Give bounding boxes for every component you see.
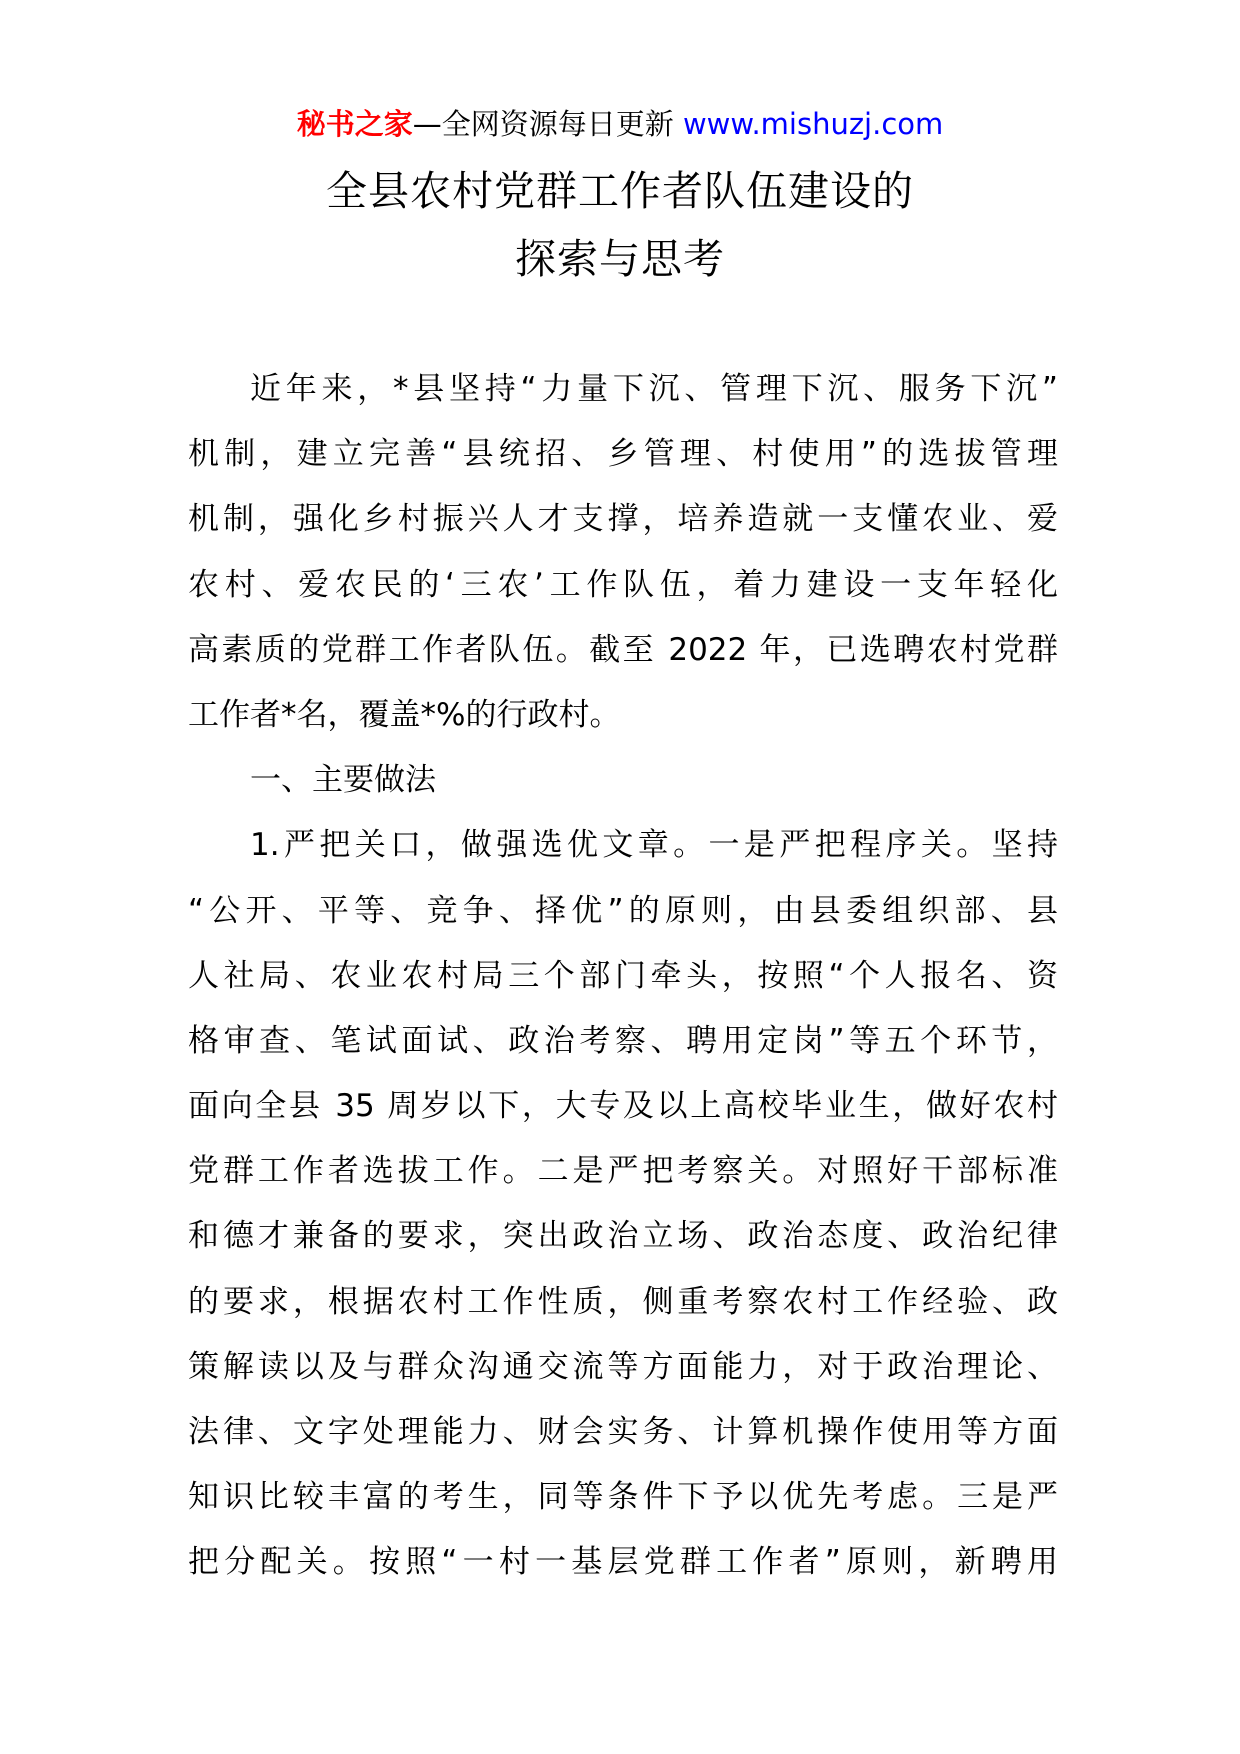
paragraph-method-line: 人社局、农业农村局三个部门牵头，按照“个人报名、资 bbox=[188, 957, 1058, 994]
paragraph-method-line: 党群工作者选拔工作。二是严把考察关。对照好干部标准 bbox=[188, 1153, 1058, 1190]
paragraph-method-line: 和德才兼备的要求，突出政治立场、政治态度、政治纪律 bbox=[188, 1218, 1058, 1255]
paragraph-method-line: 格审查、笔试面试、政治考察、聘用定岗”等五个环节， bbox=[188, 1022, 1058, 1059]
document-body bbox=[188, 357, 1058, 1596]
paragraph-intro-line: 近年来，*县坚持“力量下沉、管理下沉、服务下沉” bbox=[250, 371, 1058, 407]
site-url-link[interactable]: www.mishuzj.com bbox=[682, 107, 944, 141]
paragraph-method-line: 的要求，根据农村工作性质，侧重考察农村工作经验、政 bbox=[188, 1283, 1058, 1320]
paragraph-method-line: 面向全县 35 周岁以下，大专及以上高校毕业生，做好农村 bbox=[188, 1088, 1058, 1125]
site-brand: 秘书之家 bbox=[296, 107, 413, 141]
document-title-line-2: 探索与思考 bbox=[515, 235, 725, 283]
paragraph-method-line: “公开、平等、竞争、择优”的原则，由县委组织部、县 bbox=[188, 892, 1058, 929]
paragraph-intro-line: 农村、爱农民的‘三农’工作队伍，着力建设一支年轻化 bbox=[188, 566, 1058, 603]
paragraph-method-line: 知识比较丰富的考生，同等条件下予以优先考虑。三是严 bbox=[188, 1479, 1058, 1516]
site-header bbox=[0, 104, 1240, 144]
paragraph-intro-line: 高素质的党群工作者队伍。截至 2022 年，已选聘农村党群 bbox=[188, 631, 1058, 668]
paragraph-method-line: 把分配关。按照“一村一基层党群工作者”原则，新聘用 bbox=[188, 1544, 1058, 1581]
section-heading: 一、主要做法 bbox=[250, 762, 436, 799]
paragraph-method-line: 1.严把关口，做强选优文章。一是严把程序关。坚持 bbox=[250, 827, 1058, 864]
paragraph-intro-line: 机制，强化乡村振兴人才支撑，培养造就一支懂农业、爱 bbox=[188, 501, 1058, 538]
paragraph-method-line: 法律、文字处理能力、财会实务、计算机操作使用等方面 bbox=[188, 1414, 1058, 1450]
document-title-line-1: 全县农村党群工作者队伍建设的 bbox=[326, 167, 914, 215]
paragraph-intro-line: 工作者*名，覆盖*%的行政村。 bbox=[188, 696, 621, 733]
paragraph-method-line: 策解读以及与群众沟通交流等方面能力，对于政治理论、 bbox=[188, 1348, 1058, 1385]
paragraph-intro-line: 机制，建立完善“县统招、乡管理、村使用”的选拔管理 bbox=[188, 436, 1058, 473]
site-tagline: —全网资源每日更新 bbox=[412, 107, 683, 141]
